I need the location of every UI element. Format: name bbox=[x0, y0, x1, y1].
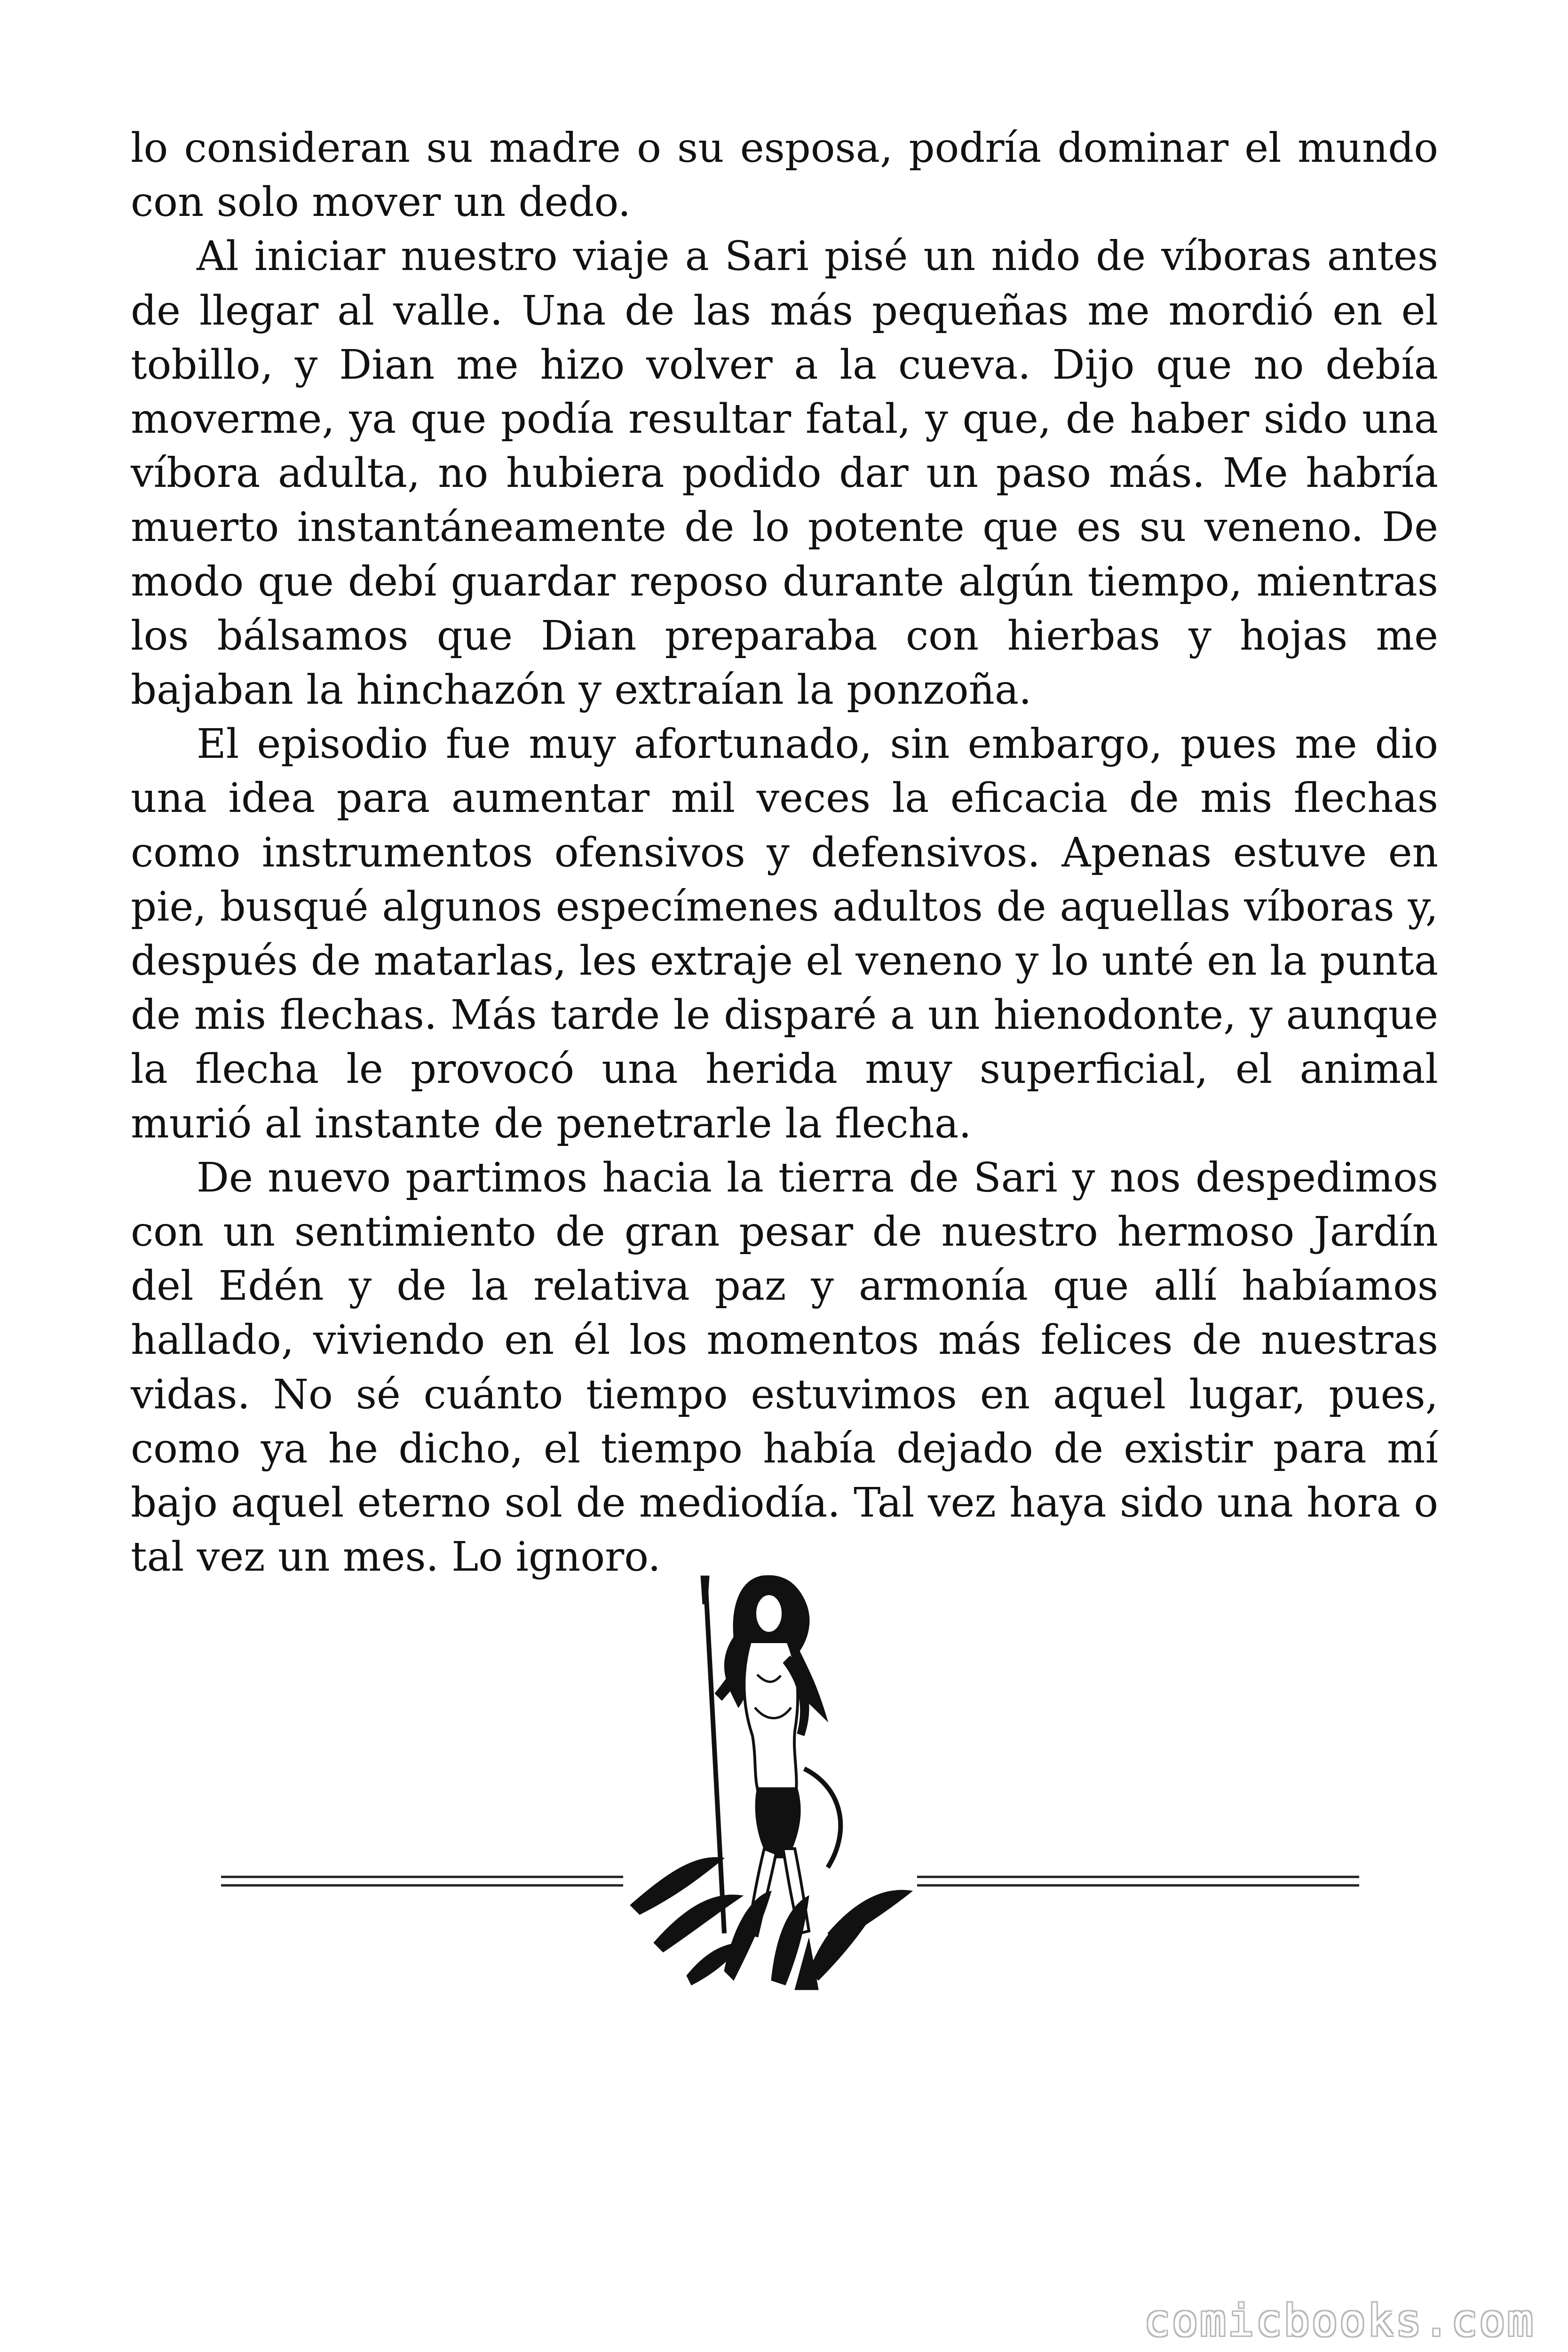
paragraph-viper-bite: Al iniciar nuestro viaje a Sari pisé un nido de víboras antes de llegar al valle. Una de las más pequeñas me mordió en el tobillo, y Dian me hizo volver a la cueva. Dijo que no debía moverme, ya que podía resultar fatal, y que, de haber sido una víbora adulta, no hubiera podido dar un paso más. Me habría muerto instantáneamente de lo potente que es su veneno. De modo que debí guardar reposo durante algún tiempo, mientras los bálsamos que Dian preparaba con hierbas y hojas me bajaban la hinchazón y extraían la ponzoña. bbox=[131, 233, 1438, 714]
paragraph-poison-arrows: El episodio fue muy afortunado, sin embargo, pues me dio una idea para aumentar mil veces la eficacia de mis flechas como instrumentos ofensivos y defensivos. Apenas estuve en pie, busqué algunos especímenes adultos de aquellas víboras y, después de matarlas, les extraje el veneno y lo unté en la punta de mis flechas. Más tarde le disparé a un hienodonte, y aunque la flecha le provocó una herida muy superficial, el animal murió al instante de penetrarle la flecha. bbox=[131, 721, 1438, 1147]
left-divider-rule bbox=[221, 1877, 623, 1885]
paragraph-departure: De nuevo partimos hacia la tierra de Sari y nos despedimos con un sentimiento de gran pesar de nuestro hermoso Jardín del Edén y de la relativa paz y armonía que allí habíamos hallado, viviendo en él los momentos más felices de nuestras vidas. No sé cuánto tiempo estuvimos en aquel lugar, pues, como ya he dicho, el tiempo había dejado de existir para mí bajo aquel eterno sol de mediodía. Tal vez haya sido una hora o tal vez un mes. Lo ignoro. bbox=[131, 1154, 1438, 1581]
chapter-end-vignette bbox=[216, 1566, 1364, 1999]
body-text bbox=[131, 121, 1438, 1584]
right-divider-rule bbox=[917, 1877, 1359, 1885]
warrior-woman-icon bbox=[630, 1575, 912, 1990]
paragraph-continuation: lo consideran su madre o su esposa, podría dominar el mundo con solo mover un dedo. bbox=[131, 125, 1438, 226]
watermark: comicbooks.com bbox=[1144, 2296, 1535, 2346]
